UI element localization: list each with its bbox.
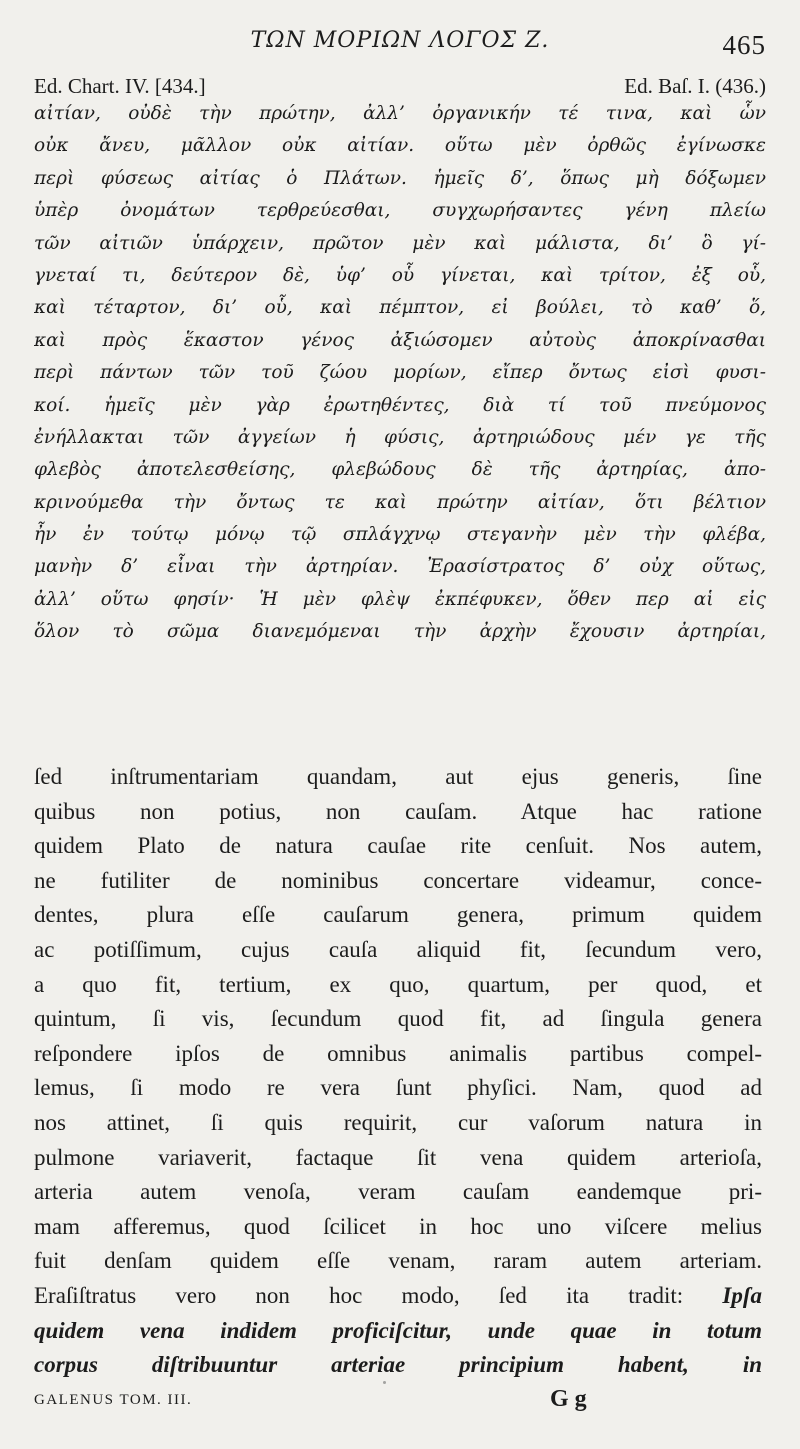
greek-line: ἀλλ’ οὕτω φησίν· Ἡ μὲν φλὲψ ἐκπέφυκεν, ὅθεν περ αἱ εἰς [34, 588, 766, 610]
latin-line-text: Eraſiſtratus vero non hoc modo, ſed ita tradit: [34, 1282, 684, 1308]
edition-chartier: Ed. Chart. IV. [434.] [34, 74, 206, 98]
latin-line-text: quintum, ſi vis, ſecundum quod fit, ad ſingula genera [34, 1006, 762, 1032]
greek-line: καὶ πρὸς ἕκαστον γένος ἀξιώσομεν αὐτοὺς ἀποκρίνασθαι [34, 329, 766, 351]
greek-line: ὑπὲρ ὀνομάτων τερθρεύεσθαι, συγχωρήσαντες γένη πλείω [34, 200, 766, 222]
edition-basel: Ed. Baſ. I. (436.) [624, 74, 766, 98]
ink-speck [383, 1381, 386, 1384]
greek-line: κρινούμεθα τὴν ὄντως τε καὶ πρώτην αἰτίαν, ὅτι βέλτιον [34, 491, 766, 513]
latin-line-text: arteria autem venoſa, veram cauſam eandemque pri- [34, 1179, 762, 1205]
latin-line [34, 933, 762, 968]
latin-line-italic: corpus diſtribuuntur arteriae principium habent, in [34, 1352, 762, 1378]
greek-line: γνεταί τι, δεύτερον δὲ, ὑφ’ οὗ γίνεται, καὶ τρίτον, ἐξ οὗ, [34, 264, 766, 286]
latin-text-block [34, 760, 762, 1383]
latin-line [34, 1175, 762, 1210]
latin-line-text: lemus, ſi modo re vera ſunt phyſici. Nam, quod ad [34, 1075, 762, 1101]
greek-line: ὅλον τὸ σῶμα διανεμόμεναι τὴν ἀρχὴν ἔχουσιν ἀρτηρίαι, [34, 621, 766, 643]
latin-line-text: ac potiſſimum, cujus cauſa aliquid fit, ſecundum vero, [34, 936, 762, 962]
latin-line-italic: Ipſa [722, 1282, 762, 1308]
latin-line [34, 968, 762, 1003]
latin-line [34, 1071, 762, 1106]
latin-line [34, 760, 762, 795]
latin-line [34, 898, 762, 933]
latin-line [34, 1314, 762, 1349]
latin-line-text: ſed inſtrumentariam quandam, aut ejus generis, ſine [34, 764, 762, 789]
latin-line-text: mam afferemus, quod ſcilicet in hoc uno viſcere melius [34, 1213, 762, 1239]
latin-line [34, 1106, 762, 1141]
latin-line [34, 829, 762, 864]
latin-line [34, 1348, 762, 1383]
latin-line [34, 1141, 762, 1176]
page-number: 465 [722, 30, 766, 60]
latin-line [34, 1037, 762, 1072]
page-footer [34, 1388, 766, 1418]
latin-line-text: ne futiliter de nominibus concertare videamur, conce- [34, 867, 762, 893]
greek-line: αἰτίαν, οὐδὲ τὴν πρώτην, ἀλλ’ ὀργανικήν τέ τινα, καὶ ὧν [34, 103, 766, 124]
greek-line: ἐνήλλακται τῶν ἀγγείων ἡ φύσις, ἀρτηριώδους μέν γε τῆς [34, 426, 766, 448]
latin-line-text: pulmone variaverit, factaque ſit vena quidem arterioſa, [34, 1144, 762, 1170]
running-title: ΤΩΝ ΜΟΡΙΩΝ ΛΟΓΟΣ Ζ. [250, 28, 550, 53]
greek-line: φλεβὸς ἀποτελεσθείσης, φλεβώδους δὲ τῆς ἀρτηρίας, ἀπο- [34, 459, 766, 481]
greek-line: κοί. ἡμεῖς μὲν γὰρ ἐρωτηθέντες, διὰ τί τοῦ πνεύμονος [34, 394, 766, 416]
latin-line [34, 1210, 762, 1245]
latin-line-text: fuit denſam quidem eſſe venam, raram autem arteriam. [34, 1248, 762, 1274]
footer-volume: GALENUS TOM. III. [34, 1392, 193, 1408]
latin-line [34, 1244, 762, 1279]
latin-line-italic: quidem vena indidem proficiſcitur, unde quae in totum [34, 1317, 762, 1343]
latin-line [34, 1279, 762, 1314]
latin-line-text: a quo fit, tertium, ex quo, quartum, per quod, et [34, 971, 762, 997]
edition-line [34, 74, 766, 99]
greek-line: οὐκ ἄνευ, μᾶλλον οὐκ αἰτίαν. οὕτω μὲν ὀρθῶς ἐγίνωσκε [34, 135, 766, 157]
greek-line: τῶν αἰτιῶν ὑπάρχειν, πρῶτον μὲν καὶ μάλιστα, δι’ ὃ γί- [34, 232, 766, 254]
latin-line [34, 795, 762, 830]
greek-line: καὶ τέταρτον, δι’ οὗ, καὶ πέμπτον, εἰ βούλει, τὸ καθ’ ὅ, [34, 297, 766, 319]
greek-line: περὶ φύσεως αἰτίας ὁ Πλάτων. ἡμεῖς δ’, ὅπως μὴ δόξωμεν [34, 167, 766, 189]
latin-line-text: nos attinet, ſi quis requirit, cur vaſorum natura in [34, 1109, 762, 1135]
latin-line [34, 1002, 762, 1037]
latin-line-text: reſpondere ipſos de omnibus animalis partibus compel- [34, 1040, 762, 1066]
greek-text-block [34, 98, 766, 649]
greek-line: περὶ πάντων τῶν τοῦ ζώου μορίων, εἴπερ ὄντως εἰσὶ φυσι- [34, 362, 766, 384]
greek-line: μανὴν δ’ εἶναι τὴν ἀρτηρίαν. Ἐρασίστρατος δ’ οὐχ οὕτως, [34, 556, 766, 578]
latin-line [34, 864, 762, 899]
latin-line-text: quibus non potius, non cauſam. Atque hac ratione [34, 798, 762, 824]
signature-mark: G g [550, 1386, 587, 1412]
latin-line-text: quidem Plato de natura cauſae rite cenſuit. Nos autem, [34, 833, 762, 859]
greek-line: ἦν ἐν τούτῳ μόνῳ τῷ σπλάγχνῳ στεγανὴν μὲν τὴν φλέβα, [34, 524, 766, 546]
latin-line-text: dentes, plura eſſe cauſarum genera, primum quidem [34, 902, 762, 928]
